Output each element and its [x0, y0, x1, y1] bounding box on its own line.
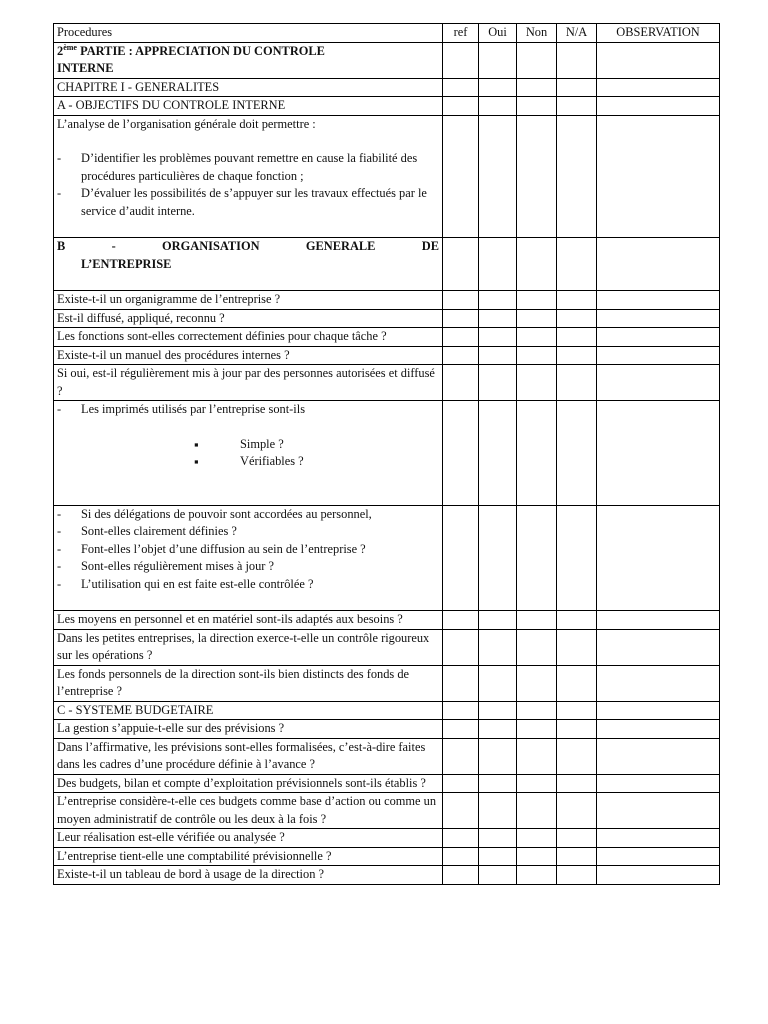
oui-cell[interactable]: [479, 346, 517, 365]
non-cell[interactable]: [517, 774, 557, 793]
ref-cell[interactable]: [443, 611, 479, 630]
non-cell[interactable]: [517, 847, 557, 866]
table-row: [54, 665, 720, 701]
ref-cell[interactable]: [443, 665, 479, 701]
table-row: [54, 720, 720, 739]
header-non: Non: [517, 24, 557, 43]
list-item: ▪ Simple ?: [194, 436, 439, 454]
header-procedures: Procedures: [54, 24, 443, 43]
list-item: - D’évaluer les possibilités de s’appuyer sur les travaux effectués par le service d’audit interne.: [57, 185, 439, 220]
oui-cell[interactable]: [479, 720, 517, 739]
non-cell[interactable]: [517, 505, 557, 611]
observation-cell[interactable]: [597, 720, 720, 739]
question-text: [54, 401, 443, 506]
oui-cell[interactable]: [479, 829, 517, 848]
question-text: Des budgets, bilan et compte d’exploitation prévisionnels sont-ils établis ?: [54, 774, 443, 793]
observation-cell[interactable]: [597, 346, 720, 365]
question-text: Les moyens en personnel et en matériel sont-ils adaptés aux besoins ?: [54, 611, 443, 630]
non-cell[interactable]: [517, 738, 557, 774]
na-cell[interactable]: [557, 328, 597, 347]
observation-cell[interactable]: [597, 401, 720, 506]
oui-cell[interactable]: [479, 629, 517, 665]
oui-cell[interactable]: [479, 866, 517, 885]
observation-cell[interactable]: [597, 829, 720, 848]
ref-cell[interactable]: [443, 701, 479, 720]
observation-cell[interactable]: [597, 701, 720, 720]
oui-cell[interactable]: [479, 774, 517, 793]
na-cell[interactable]: [557, 701, 597, 720]
oui-cell[interactable]: [479, 291, 517, 310]
na-cell[interactable]: [557, 793, 597, 829]
ref-cell[interactable]: [443, 738, 479, 774]
na-cell[interactable]: [557, 829, 597, 848]
na-cell[interactable]: [557, 291, 597, 310]
observation-cell[interactable]: [597, 309, 720, 328]
ref-cell[interactable]: [443, 774, 479, 793]
question-text: Existe-t-il un manuel des procédures internes ?: [54, 346, 443, 365]
partie-superscript: ème: [63, 42, 77, 52]
oui-cell[interactable]: [479, 365, 517, 401]
section-b-line2: L’ENTREPRISE: [81, 256, 172, 271]
question-text: C - SYSTEME BUDGETAIRE: [54, 701, 443, 720]
partie-number: 2: [57, 43, 64, 58]
header-na: N/A: [557, 24, 597, 43]
non-cell[interactable]: [517, 720, 557, 739]
observation-cell[interactable]: [597, 847, 720, 866]
question-text: Dans l’affirmative, les prévisions sont-elles formalisées, c’est-à-dire faites dans les cadres d’une procédure définie à l’avance ?: [54, 738, 443, 774]
list-item: - Sont-elles régulièrement mises à jour ?: [57, 558, 439, 576]
ref-cell[interactable]: [443, 505, 479, 611]
ref-cell[interactable]: [443, 365, 479, 401]
audit-checklist-table: [53, 23, 720, 885]
list-item: ▪ Vérifiables ?: [194, 453, 439, 471]
partie-title: [54, 42, 443, 78]
table-row: [54, 774, 720, 793]
observation-cell[interactable]: [597, 793, 720, 829]
table-row: [54, 346, 720, 365]
observation-cell[interactable]: [597, 328, 720, 347]
non-cell[interactable]: [517, 611, 557, 630]
list-item: - Les imprimés utilisés par l’entreprise sont-ils: [57, 401, 439, 419]
non-cell[interactable]: [517, 291, 557, 310]
oui-cell[interactable]: [479, 611, 517, 630]
na-cell[interactable]: [557, 611, 597, 630]
non-cell[interactable]: [517, 866, 557, 885]
table-row: [54, 629, 720, 665]
chapitre-row: [54, 78, 720, 97]
ref-cell[interactable]: [443, 291, 479, 310]
na-cell[interactable]: [557, 665, 597, 701]
question-text: L’entreprise considère-t-elle ces budgets comme base d’action ou comme un moyen administratif de contrôle ou les deux à la fois ?: [54, 793, 443, 829]
question-text: [54, 505, 443, 611]
table-row: [54, 611, 720, 630]
ref-cell[interactable]: [443, 847, 479, 866]
bullet-list: [57, 436, 439, 471]
question-text: Est-il diffusé, appliqué, reconnu ?: [54, 309, 443, 328]
na-cell[interactable]: [557, 720, 597, 739]
section-a-intro: L’analyse de l’organisation générale doit permettre :: [57, 116, 316, 131]
question-text: Dans les petites entreprises, la direction exerce-t-elle un contrôle rigoureux sur les opérations ?: [54, 629, 443, 665]
section-b-line1: B - ORGANISATION GENERALE DE: [57, 239, 439, 253]
ref-cell[interactable]: [443, 346, 479, 365]
non-cell[interactable]: [517, 701, 557, 720]
question-text: L’entreprise tient-elle une comptabilité prévisionnelle ?: [54, 847, 443, 866]
na-cell[interactable]: [557, 309, 597, 328]
list-item: - Sont-elles clairement définies ?: [57, 523, 439, 541]
na-cell[interactable]: [557, 365, 597, 401]
partie-line1: PARTIE : APPRECIATION DU CONTROLE: [76, 43, 325, 58]
list-item: - Si des délégations de pouvoir sont accordées au personnel,: [57, 506, 439, 524]
na-cell[interactable]: [557, 847, 597, 866]
header-oui: Oui: [479, 24, 517, 43]
table-row: [54, 847, 720, 866]
non-cell[interactable]: [517, 793, 557, 829]
na-cell[interactable]: [557, 738, 597, 774]
question-text: Leur réalisation est-elle vérifiée ou analysée ?: [54, 829, 443, 848]
list-item: - Font-elles l’objet d’une diffusion au sein de l’entreprise ?: [57, 541, 439, 559]
non-cell[interactable]: [517, 401, 557, 506]
na-cell[interactable]: [557, 866, 597, 885]
ref-cell[interactable]: [443, 401, 479, 506]
oui-cell[interactable]: [479, 665, 517, 701]
observation-cell[interactable]: [597, 738, 720, 774]
table-row: [54, 328, 720, 347]
delegations-row: [54, 505, 720, 611]
question-text: Existe-t-il un organigramme de l’entreprise ?: [54, 291, 443, 310]
imprimes-row: [54, 401, 720, 506]
na-cell[interactable]: [557, 346, 597, 365]
partie-row: [54, 42, 720, 78]
oui-cell[interactable]: [479, 847, 517, 866]
header-ref: ref: [443, 24, 479, 43]
table-row: [54, 793, 720, 829]
observation-cell[interactable]: [597, 505, 720, 611]
section-a-title: A - OBJECTIFS DU CONTROLE INTERNE: [54, 97, 443, 116]
observation-cell[interactable]: [597, 611, 720, 630]
observation-cell[interactable]: [597, 629, 720, 665]
ref-cell[interactable]: [443, 309, 479, 328]
header-row: [54, 24, 720, 43]
non-cell[interactable]: [517, 346, 557, 365]
oui-cell[interactable]: [479, 328, 517, 347]
oui-cell[interactable]: [479, 401, 517, 506]
observation-cell[interactable]: [597, 291, 720, 310]
partie-line2: INTERNE: [57, 61, 114, 75]
section-a-body: [54, 115, 443, 238]
section-b-row: [54, 238, 720, 291]
question-text: La gestion s’appuie-t-elle sur des prévisions ?: [54, 720, 443, 739]
chapitre-title: CHAPITRE I - GENERALITES: [54, 78, 443, 97]
section-a-body-row: [54, 115, 720, 238]
na-cell[interactable]: [557, 774, 597, 793]
table-row: [54, 829, 720, 848]
oui-cell[interactable]: [479, 793, 517, 829]
question-text: Les fonctions sont-elles correctement définies pour chaque tâche ?: [54, 328, 443, 347]
na-cell[interactable]: [557, 505, 597, 611]
ref-cell[interactable]: [443, 866, 479, 885]
table-row: [54, 309, 720, 328]
header-observation: OBSERVATION: [597, 24, 720, 43]
section-a-list: [57, 150, 439, 220]
table-row: [54, 738, 720, 774]
section-a-row: [54, 97, 720, 116]
oui-cell[interactable]: [479, 309, 517, 328]
ref-cell[interactable]: [443, 793, 479, 829]
observation-cell[interactable]: [597, 774, 720, 793]
list-item: - D’identifier les problèmes pouvant remettre en cause la fiabilité des procédures particulières de chaque fonction ;: [57, 150, 439, 185]
non-cell[interactable]: [517, 629, 557, 665]
observation-cell[interactable]: [597, 866, 720, 885]
ref-cell[interactable]: [443, 629, 479, 665]
oui-cell[interactable]: [479, 701, 517, 720]
non-cell[interactable]: [517, 365, 557, 401]
oui-cell[interactable]: [479, 738, 517, 774]
table-row: [54, 291, 720, 310]
question-text: Si oui, est-il régulièrement mis à jour par des personnes autorisées et diffusé ?: [54, 365, 443, 401]
section-b-title: [54, 238, 443, 291]
table-row: [54, 866, 720, 885]
list-item: - L’utilisation qui en est faite est-elle contrôlée ?: [57, 576, 439, 594]
ref-cell[interactable]: [443, 720, 479, 739]
observation-cell[interactable]: [597, 365, 720, 401]
ref-cell[interactable]: [443, 829, 479, 848]
non-cell[interactable]: [517, 309, 557, 328]
section-c-row: [54, 701, 720, 720]
observation-cell[interactable]: [597, 665, 720, 701]
non-cell[interactable]: [517, 328, 557, 347]
question-text: Existe-t-il un tableau de bord à usage de la direction ?: [54, 866, 443, 885]
non-cell[interactable]: [517, 829, 557, 848]
non-cell[interactable]: [517, 665, 557, 701]
table-row: [54, 365, 720, 401]
na-cell[interactable]: [557, 629, 597, 665]
checklist-page: [53, 23, 719, 885]
question-text: Les fonds personnels de la direction sont-ils bien distincts des fonds de l’entreprise ?: [54, 665, 443, 701]
na-cell[interactable]: [557, 401, 597, 506]
oui-cell[interactable]: [479, 505, 517, 611]
ref-cell[interactable]: [443, 328, 479, 347]
